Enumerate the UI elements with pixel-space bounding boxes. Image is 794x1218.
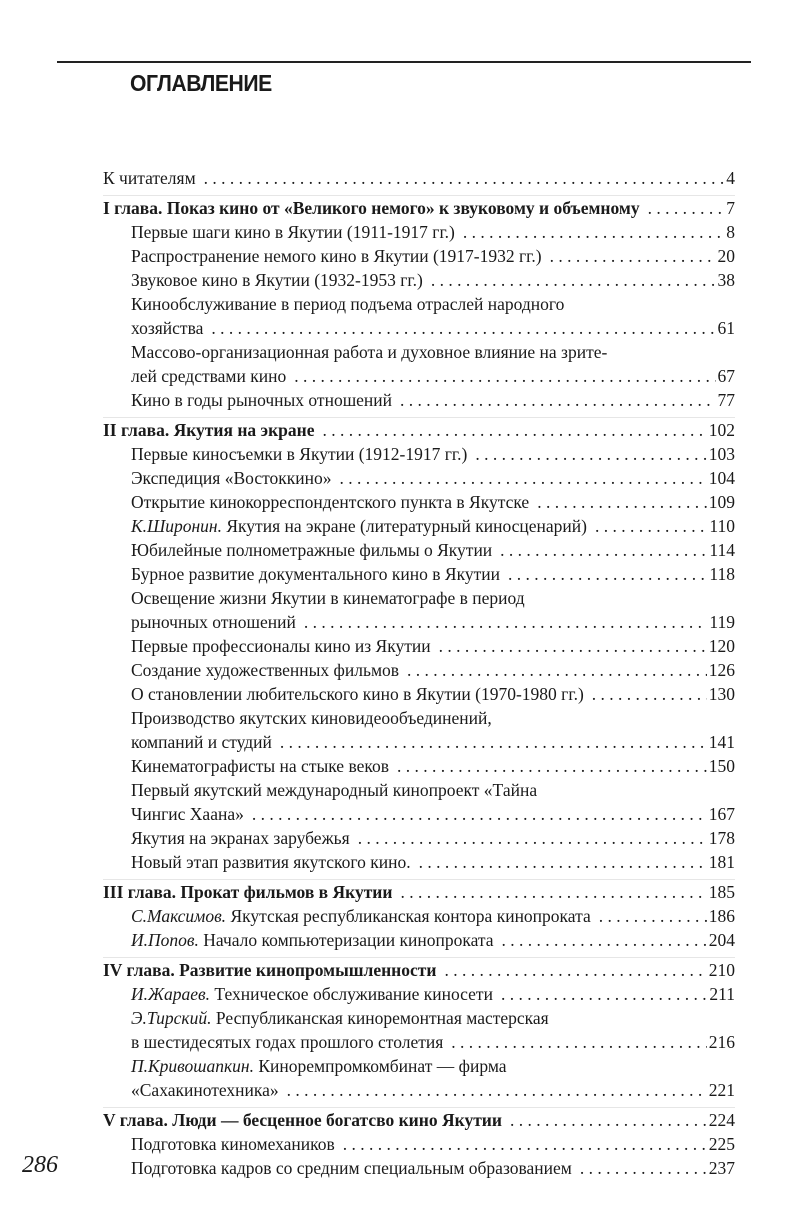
chapter-section (103, 417, 735, 874)
entry-line (103, 826, 735, 850)
entry-line (103, 1054, 735, 1078)
entry-text: V глава. Люди — бесценное богатсво кино Якутии (103, 1110, 502, 1130)
entry-line (103, 1078, 735, 1102)
dot-leader (451, 1030, 706, 1054)
entry-title (131, 1056, 507, 1076)
entry-text: Первые профессионалы кино из Якутии (131, 636, 431, 656)
toc-entry[interactable] (103, 490, 735, 514)
top-rule (57, 61, 751, 63)
toc-entry[interactable] (103, 1156, 735, 1180)
entry-page-number: 150 (708, 756, 735, 776)
entry-title (131, 316, 203, 340)
entry-page-number: 225 (708, 1134, 735, 1154)
entry-text: Подготовка кадров со средним специальным образованием (131, 1158, 572, 1178)
entry-text: Якутия на экране (литературный киносценарий) (226, 516, 587, 536)
dot-leader (400, 388, 715, 412)
chapter-section (103, 957, 735, 1102)
entry-text: Открытие кинокорреспондентского пункта в Якутске (131, 492, 530, 512)
entry-line (103, 514, 735, 538)
toc-entry[interactable] (103, 466, 735, 490)
entry-title (131, 364, 286, 388)
dot-leader (537, 490, 707, 514)
entry-title (103, 166, 196, 190)
dot-leader (358, 826, 707, 850)
entry-line (103, 1006, 735, 1030)
entry-title (131, 1132, 335, 1156)
entry-title (131, 342, 607, 362)
entry-line (103, 418, 735, 442)
entry-line (103, 610, 735, 634)
entry-title (131, 826, 350, 850)
entry-title (103, 958, 436, 982)
entry-text: рыночных отношений (131, 612, 296, 632)
entry-line (103, 682, 735, 706)
entry-text: Экспедиция «Востоккино» (131, 468, 332, 488)
entry-page-number: 110 (709, 516, 735, 536)
entry-page-number: 221 (708, 1080, 735, 1100)
dot-leader (500, 538, 707, 562)
chapter-section (103, 195, 735, 412)
entry-page-number: 120 (708, 636, 735, 656)
entry-text: Первые шаги кино в Якутии (1911-1917 гг.) (131, 222, 455, 242)
entry-line (103, 442, 735, 466)
entry-title (131, 388, 392, 412)
entry-title (131, 514, 587, 538)
entry-title (103, 418, 315, 442)
chapter-heading[interactable] (103, 196, 735, 220)
entry-title (131, 754, 389, 778)
toc-entry[interactable] (103, 586, 735, 634)
entry-line (103, 958, 735, 982)
entry-page-number: 237 (708, 1158, 735, 1178)
entry-author: И.Попов. (131, 930, 199, 950)
chapter-section (103, 879, 735, 952)
dot-leader (252, 802, 707, 826)
entry-text: Подготовка киномехаников (131, 1134, 335, 1154)
entry-line (103, 928, 735, 952)
dot-leader (550, 244, 716, 268)
dot-leader (400, 880, 706, 904)
toc-entry[interactable] (103, 538, 735, 562)
entry-title (131, 780, 537, 800)
entry-title (131, 466, 332, 490)
entry-title (131, 1030, 443, 1054)
entry-page-number: 216 (708, 1032, 735, 1052)
toc-entry[interactable] (103, 850, 735, 874)
dot-leader (508, 562, 707, 586)
entry-title (131, 802, 244, 826)
entry-author: С.Максимов. (131, 906, 227, 926)
chapter-heading[interactable] (103, 418, 735, 442)
entry-title (131, 1078, 279, 1102)
entry-text: Якутия на экранах зарубежья (131, 828, 350, 848)
entry-line (103, 166, 735, 190)
entry-author: К.Широнин. (131, 516, 222, 536)
entry-page-number: 104 (708, 468, 735, 488)
entry-title (131, 588, 525, 608)
entry-text: Освещение жизни Якутии в кинематографе в период (131, 588, 525, 608)
entry-line (103, 706, 735, 730)
entry-page-number: 167 (708, 804, 735, 824)
dot-leader (501, 982, 707, 1006)
toc-entry[interactable] (103, 244, 735, 268)
dot-leader (323, 418, 707, 442)
entry-page-number: 109 (708, 492, 735, 512)
entry-text: Якутская республиканская контора кинопроката (230, 906, 591, 926)
dot-leader (340, 466, 707, 490)
dot-leader (343, 1132, 707, 1156)
entry-page-number: 7 (726, 198, 735, 218)
page-number: 286 (22, 1152, 58, 1178)
entry-title (131, 730, 272, 754)
entry-line (103, 490, 735, 514)
entry-title (131, 682, 584, 706)
entry-title (131, 982, 493, 1006)
toc-entry[interactable] (103, 562, 735, 586)
entry-page-number: 103 (708, 444, 735, 464)
entry-line (103, 802, 735, 826)
toc-entry[interactable] (103, 778, 735, 826)
entry-page-number: 114 (709, 540, 735, 560)
entry-page-number: 141 (708, 732, 735, 752)
toc-entry[interactable] (103, 1006, 735, 1054)
toc-entry[interactable] (103, 220, 735, 244)
chapter-heading[interactable] (103, 958, 735, 982)
entry-page-number: 185 (708, 882, 735, 902)
entry-page-number: 8 (726, 222, 735, 242)
dot-leader (475, 442, 706, 466)
entry-text: Создание художественных фильмов (131, 660, 400, 680)
entry-line (103, 1030, 735, 1054)
entry-page-number: 210 (708, 960, 735, 980)
entry-text: К читателям (103, 168, 196, 188)
entry-page-number: 204 (708, 930, 735, 950)
entry-page-number: 211 (709, 984, 735, 1004)
toc-entry[interactable] (103, 706, 735, 754)
entry-line (103, 850, 735, 874)
entry-text: Производство якутских киновидеообъединений, (131, 708, 492, 728)
entry-page-number: 181 (708, 852, 735, 872)
entry-page-number: 38 (717, 270, 735, 290)
entry-text: Кинематографисты на стыке веков (131, 756, 389, 776)
toc-entry[interactable] (103, 826, 735, 850)
toc-entry[interactable] (103, 1054, 735, 1102)
entry-page-number: 20 (717, 246, 735, 266)
toc-entry[interactable] (103, 658, 735, 682)
dot-leader (287, 1078, 707, 1102)
entry-line (103, 880, 735, 904)
dot-leader (444, 958, 706, 982)
toc-entry[interactable] (103, 1132, 735, 1156)
toc-entry[interactable] (103, 268, 735, 292)
entry-title (131, 850, 411, 874)
dot-leader (211, 316, 715, 340)
dot-leader (397, 754, 707, 778)
entry-title (131, 562, 500, 586)
entry-text: Первые киносъемки в Якутии (1912-1917 гг.) (131, 444, 468, 464)
dot-leader (439, 634, 707, 658)
entry-page-number: 77 (717, 390, 735, 410)
toc-entry[interactable] (103, 442, 735, 466)
toc-entry[interactable] (103, 340, 735, 388)
entry-page-number: 178 (708, 828, 735, 848)
entry-line (103, 658, 735, 682)
entry-title (103, 196, 640, 220)
entry-line (103, 268, 735, 292)
entry-page-number: 130 (708, 684, 735, 704)
entry-line (103, 634, 735, 658)
entry-text: Первый якутский международный кинопроект «Тайна (131, 780, 538, 800)
page-title: ОГЛАВЛЕНИЕ (130, 70, 272, 96)
entry-text: Киноремпромкомбинат — фирма (258, 1056, 507, 1076)
entry-text: Новый этап развития якутского кино. (131, 852, 411, 872)
entry-page-number: 224 (708, 1110, 735, 1130)
entry-text: лей средствами кино (131, 366, 287, 386)
entry-line (103, 982, 735, 1006)
toc-entry[interactable] (103, 928, 735, 952)
entry-text: II глава. Якутия на экране (103, 420, 315, 440)
entry-title (131, 220, 455, 244)
toc-entry[interactable] (103, 514, 735, 538)
entry-text: IV глава. Развитие кинопромышленности (103, 960, 437, 980)
entry-text: в шестидесятых годах прошлого столетия (131, 1032, 444, 1052)
entry-title (131, 708, 492, 728)
entry-title (131, 244, 542, 268)
dot-leader (599, 904, 707, 928)
entry-title (103, 880, 392, 904)
dot-leader (580, 1156, 707, 1180)
entry-page-number: 102 (708, 420, 735, 440)
intro-section (103, 166, 735, 190)
toc-entry[interactable] (103, 292, 735, 340)
entry-page-number: 4 (726, 168, 735, 188)
entry-text: Массово-организационная работа и духовное влияние на зрите- (131, 342, 608, 362)
entry-text: «Сахакинотехника» (131, 1080, 279, 1100)
entry-line (103, 1108, 735, 1132)
entry-page-number: 119 (709, 612, 735, 632)
entry-title (131, 1008, 549, 1028)
entry-title (103, 1108, 502, 1132)
toc-entry[interactable] (103, 166, 735, 190)
toc-entry[interactable] (103, 388, 735, 412)
entry-text: Кинообслуживание в период подъема отраслей народного (131, 294, 565, 314)
entry-line (103, 466, 735, 490)
entry-page-number: 126 (708, 660, 735, 680)
entry-line (103, 586, 735, 610)
entry-line (103, 1132, 735, 1156)
entry-line (103, 244, 735, 268)
chapter-section (103, 1107, 735, 1180)
entry-line (103, 196, 735, 220)
entry-line (103, 1156, 735, 1180)
dot-leader (419, 850, 707, 874)
entry-title (131, 634, 431, 658)
chapter-heading[interactable] (103, 1108, 735, 1132)
entry-text: I глава. Показ кино от «Великого немого» к звуковому и объемному (103, 198, 640, 218)
dot-leader (510, 1108, 707, 1132)
entry-text: компаний и студий (131, 732, 272, 752)
chapter-heading[interactable] (103, 880, 735, 904)
table-of-contents (103, 166, 735, 1180)
entry-text: Чингис Хаана» (131, 804, 244, 824)
dot-leader (280, 730, 707, 754)
dot-leader (431, 268, 716, 292)
entry-line (103, 538, 735, 562)
entry-author: Э.Тирский. (131, 1008, 212, 1028)
entry-line (103, 778, 735, 802)
entry-title (131, 610, 296, 634)
entry-line (103, 904, 735, 928)
dot-leader (304, 610, 708, 634)
entry-page-number: 186 (708, 906, 735, 926)
dot-leader (592, 682, 707, 706)
toc-entry[interactable] (103, 754, 735, 778)
entry-text: Техническое обслуживание киносети (214, 984, 493, 1004)
entry-text: Начало компьютеризации кинопроката (203, 930, 494, 950)
entry-title (131, 442, 467, 466)
entry-title (131, 1156, 572, 1180)
entry-line (103, 364, 735, 388)
entry-title (131, 928, 494, 952)
dot-leader (595, 514, 707, 538)
entry-line (103, 754, 735, 778)
entry-title (131, 490, 529, 514)
toc-entry[interactable] (103, 982, 735, 1006)
dot-leader (648, 196, 725, 220)
entry-text: Распространение немого кино в Якутии (1917-1932 гг.) (131, 246, 542, 266)
entry-text: Бурное развитие документального кино в Якутии (131, 564, 500, 584)
entry-page-number: 67 (717, 366, 735, 386)
dot-leader (463, 220, 724, 244)
entry-title (131, 294, 564, 314)
toc-entry[interactable] (103, 904, 735, 928)
toc-entry[interactable] (103, 634, 735, 658)
entry-text: Юбилейные полнометражные фильмы о Якутии (131, 540, 493, 560)
entry-text: III глава. Прокат фильмов в Якутии (103, 882, 393, 902)
entry-title (131, 658, 399, 682)
entry-line (103, 292, 735, 316)
dot-leader (502, 928, 707, 952)
entry-title (131, 904, 591, 928)
toc-entry[interactable] (103, 682, 735, 706)
dot-leader (407, 658, 707, 682)
entry-line (103, 340, 735, 364)
entry-text: Республиканская киноремонтная мастерская (215, 1008, 549, 1028)
entry-text: Кино в годы рыночных отношений (131, 390, 393, 410)
dot-leader (204, 166, 725, 190)
entry-text: хозяйства (131, 318, 204, 338)
entry-line (103, 388, 735, 412)
entry-page-number: 118 (709, 564, 735, 584)
entry-text: Звуковое кино в Якутии (1932-1953 гг.) (131, 270, 423, 290)
entry-line (103, 730, 735, 754)
entry-line (103, 220, 735, 244)
entry-line (103, 562, 735, 586)
dot-leader (294, 364, 715, 388)
entry-author: И.Жараев. (131, 984, 211, 1004)
entry-line (103, 316, 735, 340)
entry-author: П.Кривошапкин. (131, 1056, 254, 1076)
entry-page-number: 61 (717, 318, 735, 338)
entry-title (131, 538, 492, 562)
entry-text: О становлении любительского кино в Якутии (1970-1980 гг.) (131, 684, 584, 704)
entry-title (131, 268, 423, 292)
